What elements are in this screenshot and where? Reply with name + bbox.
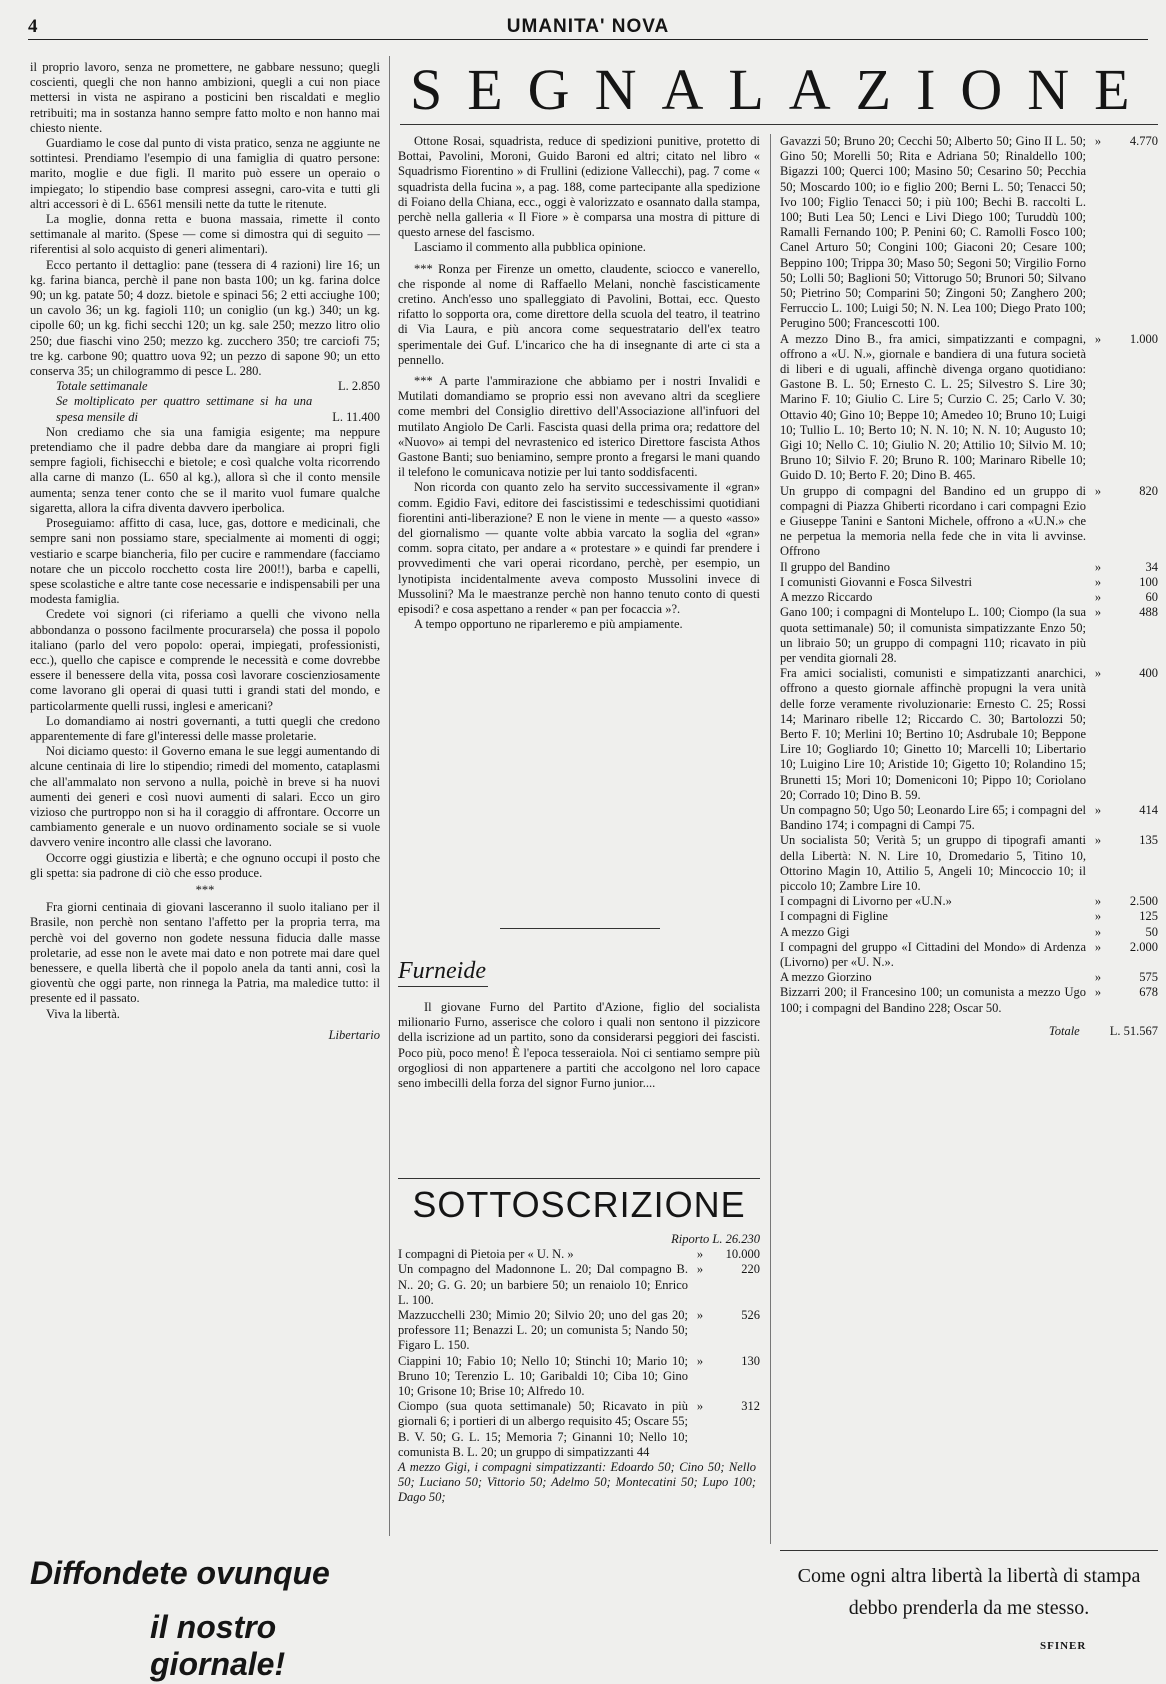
list-item: A mezzo Giorzino » 575 xyxy=(780,970,1158,985)
heading-underline xyxy=(398,986,488,987)
paragraph: Il giovane Furno del Partito d'Azione, figlio del socialista milionario Furno, asserisce che coloro i quali non sentono il pizzicore della iscrizione ad un partito, sono da considerarsi peggiori dei fascisti. Poco più, poco meno! È l'epoca tesseraiola. Noi ci sentiamo sempre più orgogliosi di non appartenere a partiti che accolgono nel loro capace seno imbecilli della forza del signor Furno junior.... xyxy=(398,1000,760,1091)
sottoscrizione-heading: SOTTOSCRIZIONE xyxy=(412,1184,746,1225)
paragraph: *** A parte l'ammirazione che abbiamo per i nostri Invalidi e Mutilati domandiamo se proprio essi non avevano altri da scegliere come membri del Consiglio direttivo dell'Associazione all'infuori del mutilato Angiolo De Carli. Fascista quasi della prima ora; redattore del «Nuovo» ai tempi del nevrastenico ed isterico Direttore fascista Athos Gastone Banti; suo beniamino, sempre pronto a fregarsi le mani quando il telefono le comunicava notizie per lui tanto soddisfacenti. xyxy=(398,374,760,480)
riporto-line: Riporto L. 26.230 xyxy=(671,1232,760,1246)
monthly-total-label: Se moltiplicato per quattro settimane si ha una spesa mensile di xyxy=(56,394,313,424)
list-item: I compagni di Figline » 125 xyxy=(780,909,1158,924)
paragraph: *** Ronza per Firenze un ometto, claudente, sciocco e vanerello, che risponde al nome di Raffaello Melani, nonchè fascisticamente cretino. Anch'esso uno spalleggiato di Pavolini, Bottai, ecc. Questo rifatto lo sopporta ora, come direttore della scuola del teatro, il teatrino di Via Laura, e più ancora come sequestratario dell'ex teatro sperimentale dei Guf. L'incarico che ha di insegnante di arte ci sta a pennello. xyxy=(398,261,760,367)
page-header xyxy=(28,14,1148,40)
masthead-title: UMANITA' NOVA xyxy=(506,16,670,37)
column-divider xyxy=(770,134,771,1544)
list-item: A mezzo Gigi » 50 xyxy=(780,924,1158,939)
grand-total-label: Totale xyxy=(1048,1023,1080,1038)
list-item: Ciappini 10; Fabio 10; Nello 10; Stinchi 10; Mario 10; Bruno 10; Terenzio L. 10; Garibaldi 10; Ciba 10; Gino 10; Grisone 10; Brise 10; Alfredo 10. » 130 xyxy=(398,1353,760,1399)
weekly-total-label: Totale settimanale xyxy=(56,379,148,394)
paragraph: Lasciamo il commento alla pubblica opinione. xyxy=(414,240,646,255)
subscription-column-continued xyxy=(780,134,1158,1039)
paragraph: Proseguiamo: affitto di casa, luce, gas, dottore e medicinali, che sempre sani non possiamo stare, specialmente ai momenti di oggi; vestiario e scarpe biancheria, filo per cucire e rammendare (facciamo notare che un piccolo rocchetto costa lire 200!!), barba e capelli, spese scolastiche e altre tante cose necessarie e indispensabili per una modesta famiglia. xyxy=(30,516,380,607)
weekly-total-value: L. 2.850 xyxy=(337,379,380,394)
list-item: I compagni di Pietoia per « U. N. » » 10.000 xyxy=(398,1247,760,1262)
paragraph: Occorre oggi giustizia e libertà; e che ognuno occupi il posto che gli spetta: sia padrone di ciò che esso produce. xyxy=(30,850,380,880)
monthly-total-value: L. 11.400 xyxy=(332,409,380,424)
quote-author: SFINER xyxy=(1040,1640,1087,1652)
furneide-article xyxy=(398,1000,760,1091)
list-item: Un compagno del Madonnone L. 20; Dal compagno B. N.. 20; G. G. 20; un barbiere 50; un renaiolo 10; Enrico L. 100. » 220 xyxy=(398,1262,760,1307)
segnalazione-heading: SEGNALAZIONE xyxy=(410,57,1155,122)
paragraph: Fra giorni centinaia di giovani lasceranno il suolo italiano per il Brasile, non perchè non sentano l'affetto per la propria terra, ma perchè voi del governo non godete nessuna fiducia dalle masse proletarie, ad esse non le avete mai dato e non potrete mai dare quel benessere, e quella libertà che il popolo anela da tanti anni, così la gioventù che oggi parte, non rinnega la Patria, ma maledice tutto: il presente ed il passato. xyxy=(30,900,380,1006)
list-item: A mezzo Dino B., fra amici, simpatizzanti e compagni, offrono a «U. N.», giornale e bandiera di una futura società di liberi e di uguali, affinchè divenga organo quotidiano: Gastone B. L. 50; Ernesto C. L. 25; Silvestro S. Lire 30; Marino F. 10; Giulio C. Lire 5; Curzio C. 25; Carlo V. 30; Ottavio 40; Gino 10; Beppe 10; Amedeo 10; Bruno 10; Luigi 10; Tullio L. 10; Berto 10; N. N. 10; N. N. 10; Augusto 10; Gigi 10; Nello C. 10; Giulio N. 20; Attilio 10; Silvio M. 10; Bruno 10; Silvio F. 20; Bruno R. 100; Marinaro Ribelle 10; Guido D. 10; Berto F. 20; Dino B. 465. » 1.000 xyxy=(780,331,1158,483)
paragraph: Ottone Rosai, squadrista, reduce di spedizioni punitive, protetto di Bottai, Pavolini, Moroni, Guido Baroni ed altri; citato nel libro « Squadrismo Fiorentino » di Frullini (edizione Vallecchi), pag. 7 come « squadrista della fucina », a pag. 188, come partecipante alla spedizione di Foiano della Chiana, ecc., oggi è valorizzato e osannato dalla stampa, perchè nella galleria « Il Fiore » è comparsa una mostra di pitture di questo arnese del fascismo. xyxy=(398,134,760,240)
list-item: A mezzo Gigi, i compagni simpatizzanti: Edoardo 50; Cino 50; Nello 50; Luciano 50; Vittorio 50; Adelmo 50; Montecatini 50; Lupo 100; Dago 50; xyxy=(398,1460,756,1505)
paragraph: Viva la libertà. xyxy=(46,1006,120,1021)
list-item: Fra amici socialisti, comunisti e simpatizzanti anarchici, offrono a questo giornale affinchè propugni la vera unità delle forze veramente rivoluzionarie: Ernesto C. 25; Rossi 14; Marinaro ribelle 12; Riccardo C. 30; Bartolozzi 50; Berto F. 10; Merlini 10; Bertino 10; Asdrubale 10; Beppone Lire 10; Gogliardo 10; Ginetto 10; Marcelli 10; Libertario 10; Luigino Lire 10; Aristide 10; Gigetto 10; Rolandino 15; Brunetti 15; Mori 10; Domeniconi 10; Pippo 10; Coriolano 20; Corrado 10; Dino B. 59. » 400 xyxy=(780,666,1158,802)
list-item: Bizzarri 200; il Francesino 100; un comunista a mezzo Ugo 100; i compagni del Bandino 228; Oscar 50. » 678 xyxy=(780,985,1158,1015)
weekly-total-row xyxy=(30,379,380,394)
section-rule xyxy=(398,1178,760,1179)
banner-line-1: Diffondete ovunque xyxy=(30,1555,330,1591)
paragraph: Lo domandiamo ai nostri governanti, a tutti quegli che credono apparentemente di fare gl'interessi delle masse proletarie. xyxy=(30,713,380,743)
list-item: I compagni del gruppo «I Cittadini del Mondo» di Ardenza (Livorno) per «U. N.». » 2.000 xyxy=(780,939,1158,969)
list-item: Un socialista 50; Verità 5; un gruppo di tipografi amanti della Libertà: N. N. Lire 10, Dromedario 5, Titino 10, Ottorino Magin 10, Attilio 5, Angeli 10; Mincoccio 10; il piccolo 10; Zambre Lire 10. » 135 xyxy=(780,833,1158,893)
paragraph: A tempo opportuno ne riparleremo e più ampiamente. xyxy=(414,617,683,632)
segnalazione-column xyxy=(398,134,760,633)
list-item: I compagni di Livorno per «U.N.» » 2.500 xyxy=(780,894,1158,909)
list-item: Un compagno 50; Ugo 50; Leonardo Lire 65; i compagni del Bandino 174; i compagni di Campi 75. » 414 xyxy=(780,802,1158,833)
list-item: Il gruppo del Bandino » 34 xyxy=(780,559,1158,574)
paragraph: Ecco pertanto il dettaglio: pane (tessera di 4 razioni) lire 16; un kg. farina bianca, perchè il pane non basta 100; un kg. farina dolce 90; un kg. patate 50; 4 dozz. bietole e spinaci 56; 2 etti acciughe 100; un cavolo 36; un kg. fagioli 110; un coniglio (un kg.) 340; un kg. cipolle 60; un kg. fichi secchi 120; un kg. sale 250; mezzo litro olio 250; due fiaschi vino 250; mezzo kg. zucchero 350; tre carciofi 75; tre kg. carbone 90; quattro uova 92; un pezzo di sapone 90; un etto conserva 35; un chilogrammo di pesce L. 280. xyxy=(30,257,380,379)
paragraph: Noi diciamo questo: il Governo emana le sue leggi aumentando di alcune centinaia di lire lo stipendio; rimedi del momento, cataplasmi che all'ammalato non servono a nulla, poichè in breve si ha nuovi aumenti dei generi e così nuovi aumenti di salari. Ecco un giro vizioso che purtroppo non si ha il coraggio di affrontare. Occorre un cambiamento generale e un nuovo ordinamento sociale se si vuole davvero venire incontro alle classi che lavorano. xyxy=(30,744,380,850)
closing-quote: Come ogni altra libertà la libertà di stampa debbo prenderla da me stesso. xyxy=(797,1565,1141,1619)
furneide-heading: Furneide xyxy=(398,958,486,984)
page-number: 4 xyxy=(28,16,38,37)
monthly-total-row xyxy=(30,394,380,424)
heading-rule xyxy=(400,124,1158,125)
list-item: A mezzo Riccardo » 60 xyxy=(780,590,1158,605)
quote-rule xyxy=(780,1550,1158,1551)
paragraph: il proprio lavoro, senza ne promettere, ne gabbare nessuno; quegli coscienti, quegli che non hanno ambizioni, quegli a cui non piace mettersi in vista ne aspirano a posticini ben riscaldati e meglio retribuiti; ma in sostanza hanno sempre fatto molto e non hanno mai chiesto niente. xyxy=(30,60,380,135)
promo-banner xyxy=(30,1555,390,1682)
grand-total-row xyxy=(780,1024,1158,1039)
paragraph: Non crediamo che sia una famigia esigente; ma neppure pretendiamo che il padre debba dare da mangiare ai propri figli sempre fagioli, fichisecchi e bietole; e così qualche volta ricorrendo alla carne di manzo (L. 650 al kg.), allora sì che il conto mensile aumenta; senza tener conto che se il marito vuol fumare qualche sigaretta, allora la cifra diventa davvero iperbolica. xyxy=(30,424,380,515)
list-item: I comunisti Giovanni e Fosca Silvestri » 100 xyxy=(780,574,1158,589)
paragraph: Guardiamo le cose dal punto di vista pratico, senza ne aggiunte ne sottintesi. Prendiamo l'esempio di una famiglia di quatro persone: marito, moglie e due figli. Il marito può essere un operaio o impiegato; lo stipendio base compresi assegni, caro-vita e tutti gli altri accessori è di L. 6561 mensili nette da tutte le ritenute. xyxy=(30,136,380,211)
list-item: Ciompo (sua quota settimanale) 50; Ricavato in più giornali 6; i portieri di un albergo requisito 45; Oscare 55; B. V. 50; G. L. 15; Memoria 7; Ginanni 10; Nello 10; comunista B. L. 20; un gruppo di simpatizzanti 44 » 312 xyxy=(398,1399,760,1459)
list-item: Gano 100; i compagni di Montelupo L. 100; Ciompo (la sua quota settimanale) 50; il comunista simpatizzante Enzo 50; un libraio 50; un gruppo di compagni 110; ricavato in più per vendita giornali 28. » 488 xyxy=(780,605,1158,665)
list-item: Gavazzi 50; Bruno 20; Cecchi 50; Alberto 50; Gino II L. 50; Gino 50; Morelli 50; Rita e Adriana 50; Rinaldello 100; Bigazzi 100; Querci 100; Masino 50; Cesarino 50; Pecchia 50; Moscardo 100; io e figlio 200; Berni L. 50; Tenacci 50; Ivo 100; Figlio Tenacci 50; i più 100; Bechi B. raccolti L. 100; Buti Lea 50; Lenci e Livi Diego 100; Turuddù 100; Ramalli Fernando 100; P. Penini 60; C. Ramolli Fosco 100; Canel Arturo 50; Congini 100; Giaconi 20; Cesare 100; Beppino 100; Trippa 30; Maso 50; Segoni 50; Virgilio Forno 50; Lolli 50; Baglioni 50; Vittorugo 50; Brunori 50; Silvano 50; Pietrino 50; Comparini 50; Zingoni 50; Zanghero 200; Ferruccio L. 100; Luigi 50; N. N. Lea 100; Diego Prato 100; Perugino 500; Francescotti 100. » 4.770 xyxy=(780,134,1158,331)
grand-total-value: L. 51.567 xyxy=(1109,1023,1158,1038)
banner-line-2: il nostro giornale! xyxy=(150,1609,286,1682)
article-column-1 xyxy=(30,60,380,1512)
paragraph: Credete voi signori (ci riferiamo a quelli che vivono nella abbondanza o possono facilmente procurarsela) che possa il popolo italiano (parlo del vero popolo: operai, impiegati, professionisti, ecc.), quello che capisce e comprende le necessità e come dovrebbe essere il benessere della vita, possa così lavorare coscienziosamente come lavorano gli operai di quasi tutti i grandi stati del mondo, e particolarmente quelli russi, inglesi e americani? xyxy=(30,607,380,713)
paragraph: Non ricorda con quanto zelo ha servito successivamente il «gran» comm. Egidio Favi, editore dei fascistissimi e tedeschissimi quotidiani fiorentini anti-liberazione? E non le viene in mente — a questo «asso» del giornalismo — quante volte abbia varcato la soglia del «gran» comm. sopra citato, per andare a « protestare » e quindi far prendere i provvedimenti che vari operai ricordano, perchè, per esempio, un lynotipista incidentalmente aveva composto Mussolini invece di Mussolini? Ma le maestranze perchè non hanno tenuto conto di questi episodi? e cosa aspettano a render « pan per focaccia »?. xyxy=(398,480,760,617)
list-item: Mazzucchelli 230; Mimio 20; Silvio 20; uno del gas 20; professore 11; Benazzi L. 20; un comunista 5; Nando 50; Figaro L. 150. » 526 xyxy=(398,1308,760,1353)
list-item: Un gruppo di compagni del Bandino ed un gruppo di compagni di Piazza Ghiberti ricordano i cari compagni Ezio e Giuseppe Tanini e Santoni Michele, offrono a «U.N.» che ne perpetua la memoria nella fede che in vita li avvinse. Offrono » 820 xyxy=(780,483,1158,559)
paragraph: La moglie, donna retta e buona massaia, rimette il conto settimanale al marito. (Spese — come si dimostra qui di seguito — riferentisi al solo acquisto di generi alimentari). xyxy=(30,212,380,257)
column-divider xyxy=(389,56,390,1536)
subscription-list xyxy=(398,1232,760,1506)
article-signature: Libertario xyxy=(328,1027,380,1042)
section-separator xyxy=(500,928,660,929)
header-rule xyxy=(28,39,1148,40)
section-stars: *** xyxy=(195,882,215,897)
